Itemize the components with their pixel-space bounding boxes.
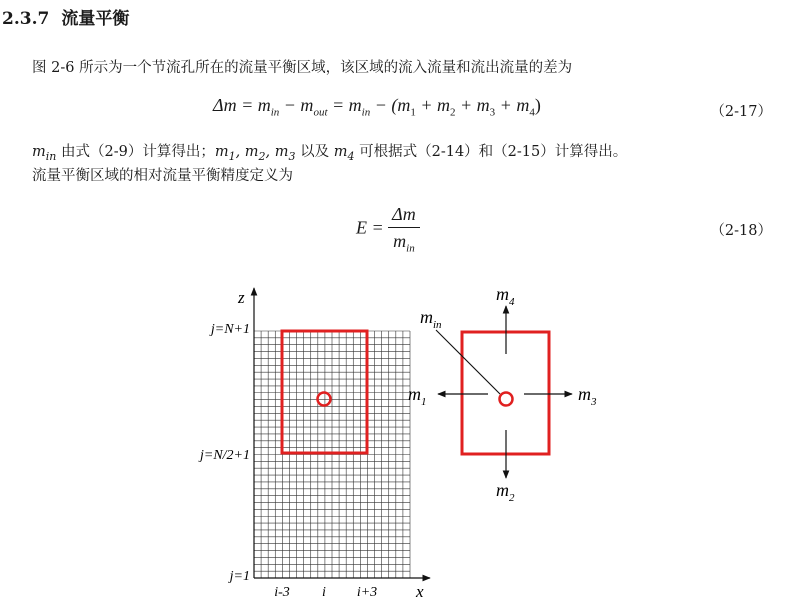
orifice-left bbox=[318, 393, 331, 406]
label-m-in: $m_{in}$ bbox=[420, 307, 442, 331]
orifice-right bbox=[500, 393, 513, 406]
x-axis-label: x bbox=[416, 582, 424, 601]
x-label-right: i+3 bbox=[356, 585, 378, 600]
equation-number-2-17: （2-17） bbox=[710, 104, 772, 120]
y-label-bottom: j=1 bbox=[229, 569, 250, 584]
leader-m-in bbox=[436, 330, 500, 394]
equation-number-2-18: （2-18） bbox=[710, 223, 772, 239]
intro-paragraph: 图 2-6 所示为一个节流孔所在的流量平衡区域，该区域的流入流量和流出流量的差为 bbox=[32, 60, 573, 76]
section-number: 2.3.7 bbox=[2, 9, 50, 29]
section-title: 流量平衡 bbox=[61, 9, 130, 29]
label-m4: $m_4$ bbox=[496, 284, 515, 308]
line-2: $m_{in}$ 由式（2-9）计算得出；$m_1$, $m_2$, $m_3$ 以及 $m_4$ 可根据式（2-14）和（2-15）计算得出。 bbox=[32, 144, 628, 163]
line-3: 流量平衡区域的相对流量平衡精度定义为 bbox=[32, 168, 293, 184]
x-label-center: i bbox=[322, 585, 326, 600]
label-m2: $m_2$ bbox=[496, 480, 515, 504]
equation-2-18: E = $\frac{\Delta m}{m_{in}}$ bbox=[356, 204, 420, 255]
x-label-left: i-3 bbox=[274, 585, 290, 600]
label-m3: $m_3$ bbox=[578, 384, 597, 408]
y-label-top: j=N+1 bbox=[210, 322, 250, 337]
equation-2-17: $\Delta m = m_{in} - m_{out} = m_{in} - (m_1 + m_2 + m_3 + m_4)$ bbox=[213, 95, 541, 119]
z-axis-label: z bbox=[238, 288, 245, 307]
y-label-mid: j=N/2+1 bbox=[199, 448, 250, 463]
label-m1: $m_1$ bbox=[408, 384, 427, 408]
